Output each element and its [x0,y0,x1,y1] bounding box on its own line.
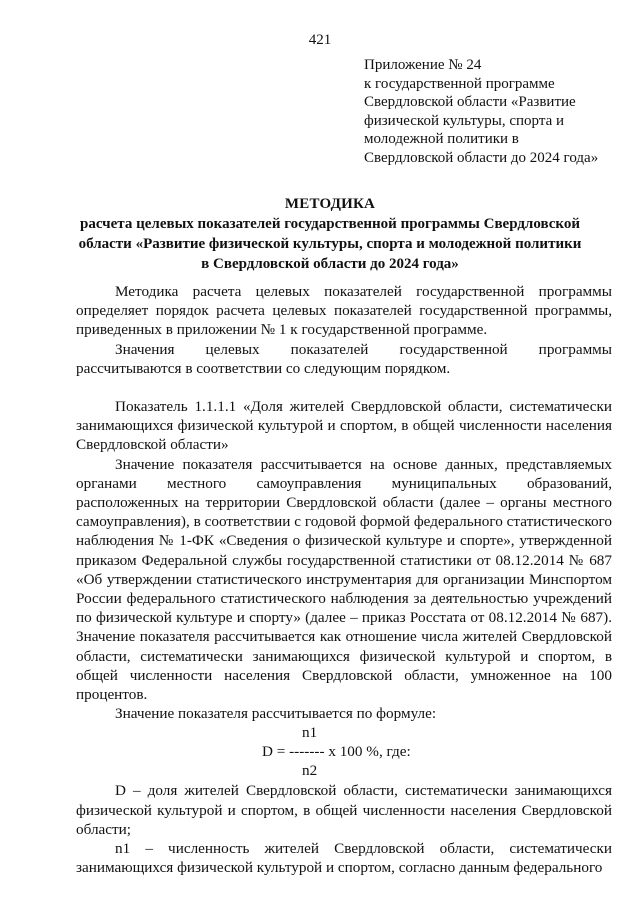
paragraph-indicator-title: Показатель 1.1.1.1 «Доля жителей Свердловской области, систематически занимающихся физической культурой и спортом, в общей численности населения Свердловской области» [76,398,612,454]
annex-block [364,56,624,167]
paragraph-intro: Методика расчета целевых показателей государственной программы определяет порядок расчета целевых показателей государственной программы, приведенных в приложении № 1 к государственной программе. [76,283,612,339]
document-title [60,194,600,274]
title-line: области «Развитие физической культуры, спорта и молодежной политики [78,236,582,252]
paragraph-indicator-description: Значение показателя рассчитывается на основе данных, представляемых органами местного самоуправления муниципальных образований, расположенных на территории Свердловской области (далее – органы местного самоуправления), в соответствии с годовой формой федерального статистического наблюдения № 1-ФК «Сведения о физической культуре и спорте», утвержденной приказом Федеральной службы государственной статистики от 08.12.2014 № 687 «Об утверждении статистического инструментария для организации Минспортом России федерального статистического наблюдения за деятельностью учреждений по физической культуре и спорту» (далее – приказ Росстата от 08.12.2014 № 687). Значение показателя рассчитывается как отношение числа жителей Свердловской области, систематически занимающихся физической культурой и спортом, в общей численности населения Свердловской области, умноженное на 100 процентов. [76,455,612,704]
formula-denominator: n2 [302,762,318,780]
paragraph-definition-n1: n1 – численность жителей Свердловской области, систематически занимающихся физической культурой и спортом, согласно данным федерального [76,840,612,877]
annex-line: Приложение № 24 [364,57,482,73]
paragraph-definition-d: D – доля жителей Свердловской области, систематически занимающихся физической культурой и спортом, в общей численности населения Свердловской области; [76,782,612,838]
annex-line: Свердловской области до 2024 года» [364,149,599,166]
document-body [76,282,612,877]
annex-line: Свердловской области «Развитие [364,94,576,110]
formula [76,723,612,781]
paragraph-gap [76,378,612,397]
annex-line: молодежной политики в [364,131,519,147]
formula-numerator: n1 [302,724,318,742]
title-main: МЕТОДИКА [284,196,376,212]
paragraph-formula-intro: Значение показателя рассчитывается по формуле: [115,705,437,723]
annex-line: физической культуры, спорта и [364,112,565,129]
title-line: расчета целевых показателей государственной программы Свердловской [79,216,581,232]
page-number: 421 [308,32,332,48]
title-line: в Свердловской области до 2024 года» [201,256,459,272]
annex-line: к государственной программе [364,75,555,92]
formula-expression: D = ------- x 100 %, где: [262,743,411,761]
paragraph-order: Значения целевых показателей государственной программы рассчитываются в соответствии со следующим порядком. [76,340,612,377]
